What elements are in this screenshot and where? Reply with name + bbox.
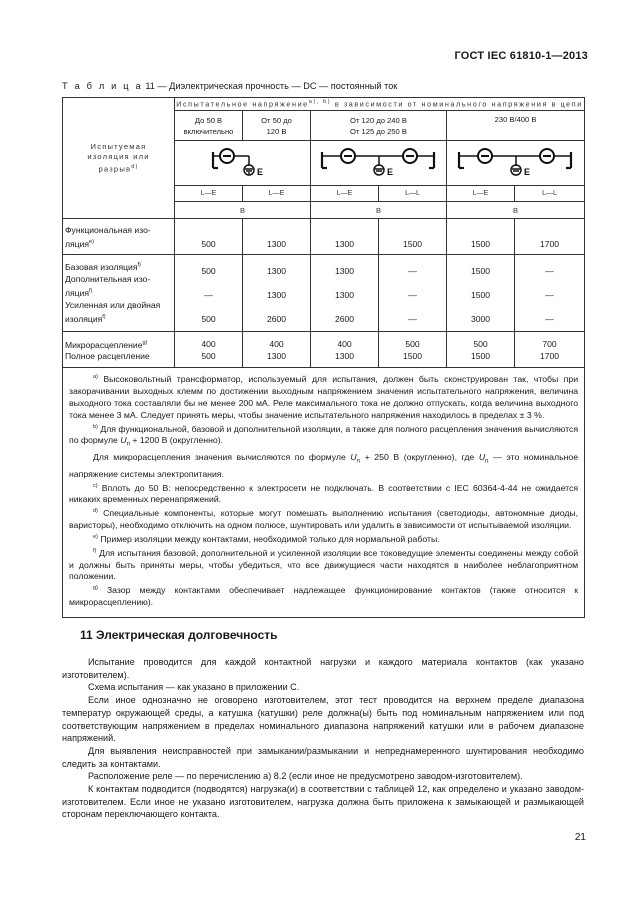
paragraph: Если иное однозначно не оговорено изготовителем, этот тест проводится на верхнем пределе диапазона температур окружающей среды, а катушка (катушки) реле должна(ы) быть под номинальным напряжением или под соответствующим напряжением в пределах номинального диапазона напряжений катушки или в рабочем диапазоне напряжений.	[62, 695, 584, 744]
unit-cell: В	[311, 202, 447, 219]
dc-double-source-earth-icon-2	[451, 144, 581, 180]
paragraph: К контактам подводится (подводятся) нагрузка(и) в соответствии с таблицей 12, как определено и указано заводом-изготовителем. Если иное не указано изготовителем, нагрузка должна быть приложена к замыкающей и размыкающей сторонам переключающего контакта.	[62, 784, 584, 820]
value-cell: — — —	[379, 255, 447, 332]
value-cell: 500	[175, 219, 243, 255]
value-cell: 1500	[447, 219, 515, 255]
svg-text:E: E	[386, 167, 393, 177]
value-cell: 400 1300	[243, 332, 311, 368]
ll-cell: L—E	[311, 186, 379, 202]
note-a: $^{a)}$ Высоковольтный трансформатор, используемый для испытания, должен быть сконструирован так, чтобы при закорачивании выходных клемм по достижении выходным напряжением значения испытательного напряжения, величина выходного тока составляли бы не менее 200 мА. Реле максимального тока не должно отпускать, когда величина выходного тока менее 3 мА. Следует принять меры, чтобы значение испытательного напряжения находилось в пределах ± 3 %.	[69, 373, 579, 420]
ll-cell: L—L	[379, 186, 447, 202]
value-cell: 500 1500	[447, 332, 515, 368]
range-120-250: От 120 до 240 В От 125 до 250 В	[311, 111, 447, 141]
value-cell: 1500 1500 3000	[447, 255, 515, 332]
value-cell: 1500	[379, 219, 447, 255]
note-f: $^{f)}$ Для испытания базовой, дополнительной и усиленной изоляции все токоведущие элементы соединены между собой и должны быть приняты меры, чтобы убедиться, что все движущиеся части находятся в наиболее неблагоприятном положении.	[69, 547, 579, 582]
ll-cell: L—L	[515, 186, 585, 202]
test-voltage-label: Испытательное напряжение	[176, 99, 309, 109]
row-label-functional: Функциональная изо- ляция$^{e)}$	[63, 219, 175, 255]
test-voltage-rest: в зависимости от номинального напряжения в цепи	[331, 99, 583, 109]
section-title: 11 Электрическая долговечность	[80, 628, 278, 642]
row-label-basic-additional-reinforced: Базовая изоляция$^{f)}$ Дополнительная изо- ляция$^{f)}$ Усиленная или двойная изоляция$^{f)}$	[63, 255, 175, 332]
test-voltage-sup: а), b)	[308, 99, 332, 106]
value-cell: 1300 1300 2600	[311, 255, 379, 332]
paragraph: Расположение реле — по перечислению а) 8.2 (если иное не предусмотрено заводом-изготовителем).	[88, 771, 523, 782]
circuit-symbol-double	[311, 141, 447, 186]
dc-double-source-earth-icon	[314, 144, 444, 180]
value-cell: — — —	[515, 255, 585, 332]
range-up-to-50: До 50 В включительно	[175, 111, 243, 141]
insulation-header-l1: Испытуемая	[90, 141, 147, 151]
unit-cell: В	[175, 202, 311, 219]
paragraph: Схема испытания — как указано в приложении С.	[88, 682, 300, 693]
dielectric-strength-table	[62, 97, 585, 618]
page-number: 21	[574, 832, 586, 843]
insulation-header-l2: изоляция или	[87, 151, 150, 161]
note-c: $^{c)}$ Вплоть до 50 В: непосредственно к электросети не подключать. В соответствии с IEC 60364-4-44 не ожидается никаких временных перенапряжений.	[69, 482, 579, 505]
section-body	[62, 656, 584, 821]
note-g: $^{g)}$ Зазор между контактами обеспечивает надлежащее функционирование контактов (также относится к микрорасцеплению).	[69, 585, 579, 608]
range-50-120: От 50 до 120 В	[243, 111, 311, 141]
caption-prefix: Т а б л и ц а	[62, 81, 143, 91]
value-cell: 400 500	[175, 332, 243, 368]
svg-text:E: E	[523, 167, 530, 177]
value-cell: 1700	[515, 219, 585, 255]
value-cell: 500 — 500	[175, 255, 243, 332]
insulation-header	[63, 98, 175, 219]
note-d: $^{d)}$ Специальные компоненты, которые могут помешать выполнению испытания (светодиоды, автономные диоды, варисторы), необходимо отключить на одном полюсе, шунтировать или удалить в зависимости от испытываемой изоляции.	[69, 508, 579, 530]
ll-cell: L—E	[175, 186, 243, 202]
table-notes	[63, 368, 585, 618]
table-caption	[62, 81, 397, 91]
note-e: $^{e)}$ Пример изоляции между контактами, необходимой только для нормальной работы.	[93, 533, 440, 544]
ll-cell: L—E	[243, 186, 311, 202]
paragraph: Испытание проводится для каждой контактной нагрузки и каждого материала контактов (как указано изготовителем).	[62, 657, 584, 680]
ll-cell: L—E	[447, 186, 515, 202]
standard-number: ГОСТ IEC 61810-1—2013	[454, 50, 588, 62]
unit-cell: В	[447, 202, 585, 219]
value-cell: 1300	[311, 219, 379, 255]
row-label-micro-full: Микрорасцепление$^{g)}$ Полное расцепление	[63, 332, 175, 368]
dc-source-earth-icon	[203, 144, 283, 180]
note-b2: Для микрорасцепления значения вычисляются по формуле $U_n + 250$ В (округленно), где $U_n$ — это номинальное напряжение системы электропитания.	[69, 451, 579, 479]
svg-text:E: E	[256, 167, 263, 177]
value-cell: 1300 1300 2600	[243, 255, 311, 332]
value-cell: 500 1500	[379, 332, 447, 368]
insulation-header-sup: d)	[131, 163, 139, 170]
test-voltage-header	[175, 98, 585, 111]
value-cell: 400 1300	[311, 332, 379, 368]
paragraph: Для выявления неисправностей при замыкании/размыкании и непреднамеренного шунтирования необходимо следить за контактами.	[62, 745, 584, 769]
note-b: $^{b)}$ Для функциональной, базовой и дополнительной изоляции, а также для полного расцепления значения вычисляются по формуле $U_n + 1200$ В (округленно).	[69, 423, 579, 449]
insulation-header-l3: разрыв	[98, 164, 132, 174]
value-cell: 700 1700	[515, 332, 585, 368]
circuit-symbol-double-2	[447, 141, 585, 186]
value-cell: 1300	[243, 219, 311, 255]
range-230-400: 230 В/400 В	[447, 111, 585, 141]
circuit-symbol-single	[175, 141, 311, 186]
caption-text: 11 — Диэлектрическая прочность — DC — постоянный ток	[142, 81, 398, 91]
